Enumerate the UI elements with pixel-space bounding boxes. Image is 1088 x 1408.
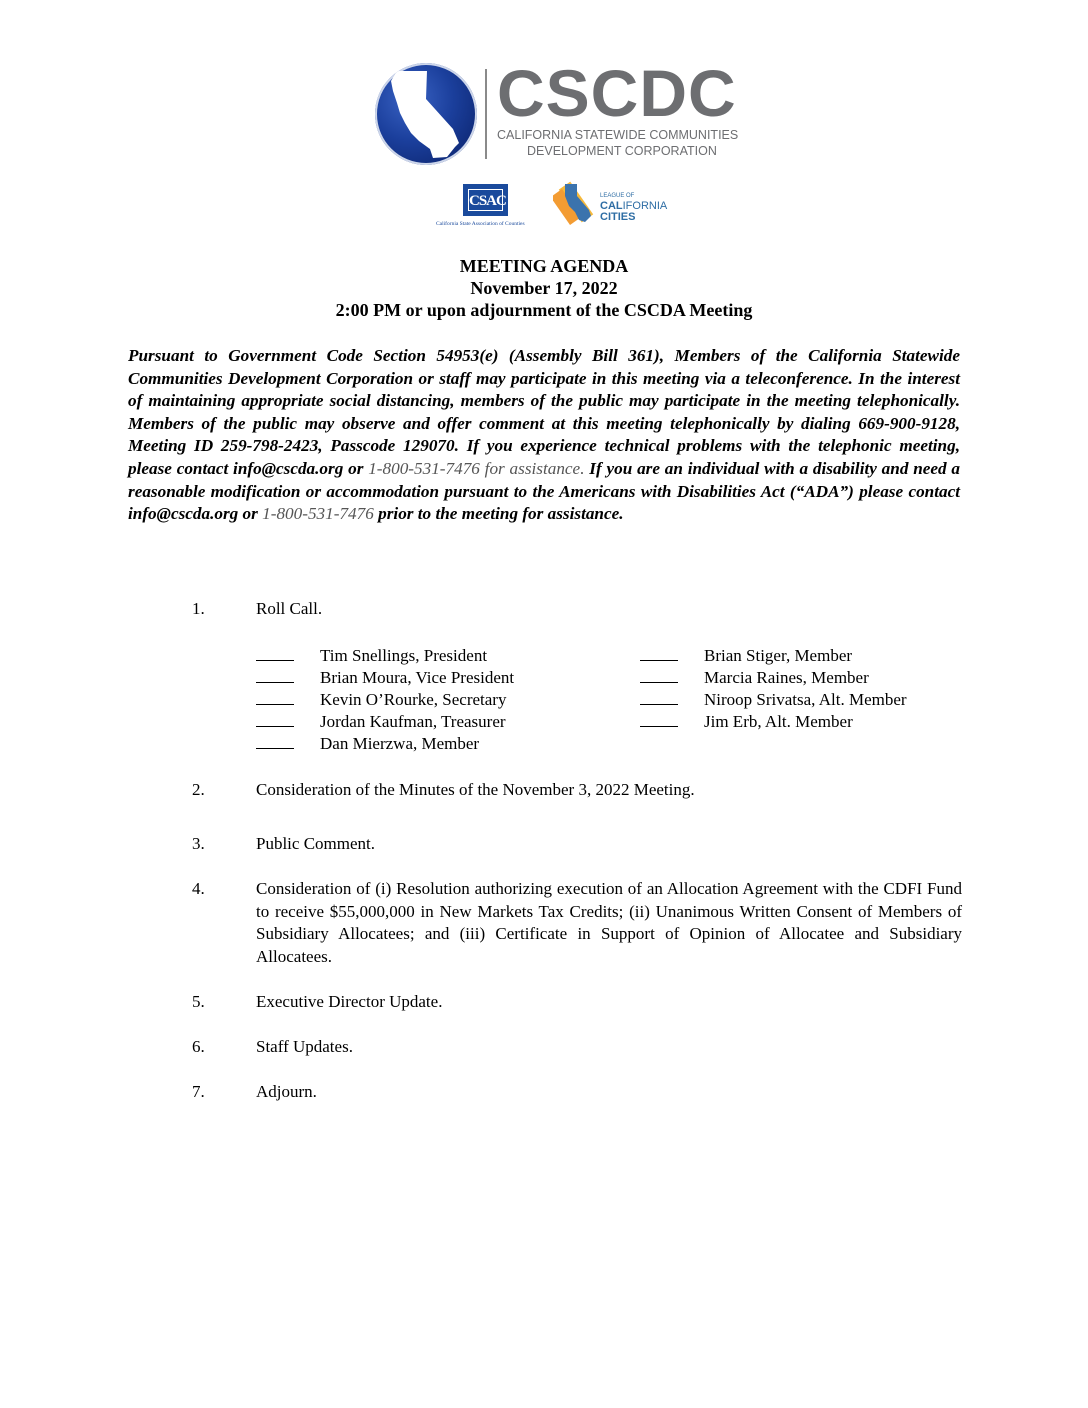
attendance-blank[interactable]	[256, 668, 294, 683]
member-name: Kevin O’Rourke, Secretary	[320, 690, 507, 709]
logo-subtitle-line2: DEVELOPMENT CORPORATION	[527, 144, 717, 158]
logo-subtitle-line1: CALIFORNIA STATEWIDE COMMUNITIES	[497, 128, 739, 142]
member-name: Marcia Raines, Member	[704, 668, 869, 687]
roll-call-row	[256, 733, 616, 756]
member-name: Niroop Srivatsa, Alt. Member	[704, 690, 907, 709]
notice-text-2: If you are an individual with a disability and need a reasonable modification or accommodation pursuant to the Americans with Disabilities Act (“ADA”) please contact info@cscda.org or	[128, 458, 961, 524]
item-number: 1.	[192, 599, 205, 618]
csac-mark: CSAC	[468, 189, 503, 211]
attendance-blank[interactable]	[640, 712, 678, 727]
roll-call-row	[640, 667, 960, 690]
roll-call-row	[256, 711, 616, 734]
attendance-blank[interactable]	[256, 646, 294, 661]
roll-call-row	[256, 645, 616, 668]
meeting-date: November 17, 2022	[470, 278, 618, 298]
cscdc-logo-circle	[375, 63, 477, 165]
roll-call-row	[256, 689, 616, 712]
roll-call-row	[640, 711, 960, 734]
logo-wordmark: CSCDC	[497, 56, 737, 130]
attendance-blank[interactable]	[640, 668, 678, 683]
item-adjourn: Adjourn.	[256, 1082, 317, 1101]
logo-divider	[485, 69, 487, 159]
league-of-cities-icon	[553, 180, 599, 231]
member-name: Dan Mierzwa, Member	[320, 734, 480, 753]
agenda-title: MEETING AGENDA	[459, 256, 629, 276]
league-text-line1: LEAGUE OF	[600, 193, 635, 199]
item-roll-call: Roll Call.	[256, 599, 323, 618]
attendance-blank[interactable]	[256, 734, 294, 749]
roll-call-row	[640, 689, 960, 712]
roll-call-row	[640, 645, 960, 668]
california-state-icon	[375, 63, 477, 165]
notice-text-1: Pursuant to Government Code Section 54953(e) (Assembly Bill 361), Members of the California Statewide Communities Development Corporation or staff may participate in this meeting via a teleconference. In the interest of maintaining appropriate social distancing, members of the public may participate in the meeting telephonically. Members of the public may observe and offer comment at this meeting telephonically by dialing 669-900-9128, Meeting ID 259-798-2423, Passcode 129070. If you experience technical problems with the telephonic meeting, please contact info@cscda.org or	[128, 346, 960, 478]
item-number: 2.	[192, 780, 205, 799]
attendance-blank[interactable]	[640, 646, 678, 661]
meeting-time: 2:00 PM or upon adjournment of the CSCDA Meeting	[335, 300, 753, 320]
member-name: Tim Snellings, President	[320, 646, 488, 665]
attendance-blank[interactable]	[256, 690, 294, 705]
teleconference-notice	[128, 345, 960, 526]
roll-call-row	[256, 667, 616, 690]
item-minutes: Consideration of the Minutes of the November 3, 2022 Meeting.	[256, 780, 695, 799]
item-staff-updates: Staff Updates.	[256, 1037, 353, 1056]
member-name: Brian Moura, Vice President	[320, 668, 515, 687]
csac-logo	[463, 184, 508, 216]
attendance-blank[interactable]	[256, 712, 294, 727]
league-ifornia: IFORNIA	[622, 200, 668, 212]
league-text-line3: CITIES	[600, 211, 636, 223]
attendance-blank[interactable]	[640, 690, 678, 705]
item-number: 5.	[192, 992, 205, 1011]
notice-text-3: prior to the meeting for assistance.	[373, 504, 624, 524]
phone-number-2: 1-800-531-7476	[262, 504, 374, 524]
member-name: Jordan Kaufman, Treasurer	[320, 712, 506, 731]
csac-caption: California State Association of Counties	[436, 221, 525, 227]
item-public-comment: Public Comment.	[256, 834, 375, 853]
member-name: Jim Erb, Alt. Member	[704, 712, 853, 731]
item-number: 6.	[192, 1037, 205, 1056]
league-cal: CAL	[600, 200, 623, 212]
item-executive-director-update: Executive Director Update.	[256, 992, 443, 1011]
item-number: 7.	[192, 1082, 205, 1101]
member-name: Brian Stiger, Member	[704, 646, 853, 665]
item-number: 4.	[192, 879, 205, 898]
item-number: 3.	[192, 834, 205, 853]
phone-number-1: 1-800-531-7476 for assistance.	[368, 458, 585, 478]
item-allocation-agreement: Consideration of (i) Resolution authorizing execution of an Allocation Agreement with the CDFI Fund to receive $55,000,000 in New Markets Tax Credits; (ii) Unanimous Written Consent of Members of Subsidiary Allocatees; and (iii) Certificate in Support of Opinion of Allocatee and Subsidiary Allocatees.	[256, 879, 962, 966]
